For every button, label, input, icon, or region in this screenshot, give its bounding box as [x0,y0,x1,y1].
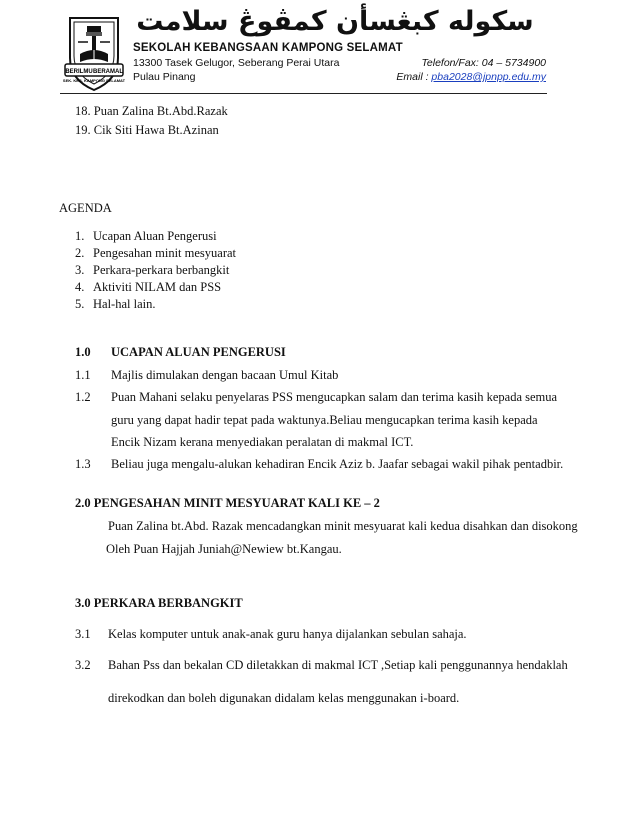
item-3-2-number: 3.2 [75,658,91,672]
item-1-2-line2: guru yang dapat hadir tepat pada waktunya.Beliau mengucapkan terima kasih kepada [111,413,538,427]
agenda-item-number: 5. [75,297,85,311]
item-1-1-text: Majlis dimulakan dengan bacaan Umul Kitab [111,368,339,382]
crest-school-label: SEK. KEB. KAMPONG SELAMAT [62,78,126,83]
crest-motto-right: BERAMAL [93,69,123,75]
item-1-3-number: 1.3 [75,457,91,471]
crest-motto-left: BERILMU [65,69,93,75]
agenda-item-number: 3. [75,263,85,277]
school-crest-logo [62,14,126,94]
item-1-3-text: Beliau juga mengalu-alukan kehadiran Encik Aziz b. Jaafar sebagai wakil pihak pentadbir. [111,457,564,471]
school-name: SEKOLAH KEBANGSAAN KAMPONG SELAMAT [133,42,403,54]
item-3-1-number: 3.1 [75,627,91,641]
header-divider [60,93,547,94]
section-1-number: 1.0 [75,345,91,359]
school-address-line2: Pulau Pinang [133,71,196,83]
email-label: Email : [396,71,432,83]
agenda-item-text: Pengesahan minit mesyuarat [93,246,237,260]
item-3-2-line2: direkodkan dan boleh digunakan didalam kelas menggunakan i-board. [108,691,460,705]
section-2-line1: Puan Zalina bt.Abd. Razak mencadangkan minit mesyuarat kali kedua disahkan dan disokong [108,519,578,533]
agenda-item-text: Hal-hal lain. [93,297,156,311]
agenda-item-text: Perkara-perkara berbangkit [93,263,230,277]
item-1-2-line1: Puan Mahani selaku penyelaras PSS mengucapkan salam dan terima kasih kepada semua [111,390,558,404]
agenda-item-number: 1. [75,229,85,243]
email-link[interactable]: pba2028@jpnpp.edu.my [431,71,546,83]
agenda-item-text: Ucapan Aluan Pengerusi [93,229,217,243]
item-1-1-number: 1.1 [75,368,91,382]
agenda-item-number: 2. [75,246,85,260]
item-3-1-text: Kelas komputer untuk anak-anak guru hanya dijalankan sebulan sahaja. [108,627,467,641]
attendee-19: 19. Cik Siti Hawa Bt.Azinan [75,123,219,137]
section-2-title: 2.0 PENGESAHAN MINIT MESYUARAT KALI KE – 2 [75,496,380,510]
school-address-line1: 13300 Tasek Gelugor, Seberang Perai Utara [133,57,340,69]
item-1-2-line3: Encik Nizam kerana menyediakan peralatan di makmal ICT. [111,435,414,449]
agenda-item-text: Aktiviti NILAM dan PSS [93,280,222,294]
email-line [396,71,546,83]
arabic-school-title: سکوله کبڠسأن کمڤوڠ سلامت [136,6,534,37]
section-3-title: 3.0 PERKARA BERBANGKIT [75,596,243,610]
telephone-fax: Telefon/Fax: 04 – 5734900 [421,57,546,69]
item-3-2-line1: Bahan Pss dan bekalan CD diletakkan di makmal ICT ,Setiap kali penggunannya hendaklah [108,658,568,672]
item-1-2-number: 1.2 [75,390,91,404]
section-2-line2: Oleh Puan Hajjah Juniah@Newiew bt.Kangau. [106,542,342,556]
attendee-18: 18. Puan Zalina Bt.Abd.Razak [75,104,228,118]
agenda-item-number: 4. [75,280,85,294]
section-1-title: UCAPAN ALUAN PENGERUSI [111,345,286,359]
agenda-heading: AGENDA [59,201,112,215]
